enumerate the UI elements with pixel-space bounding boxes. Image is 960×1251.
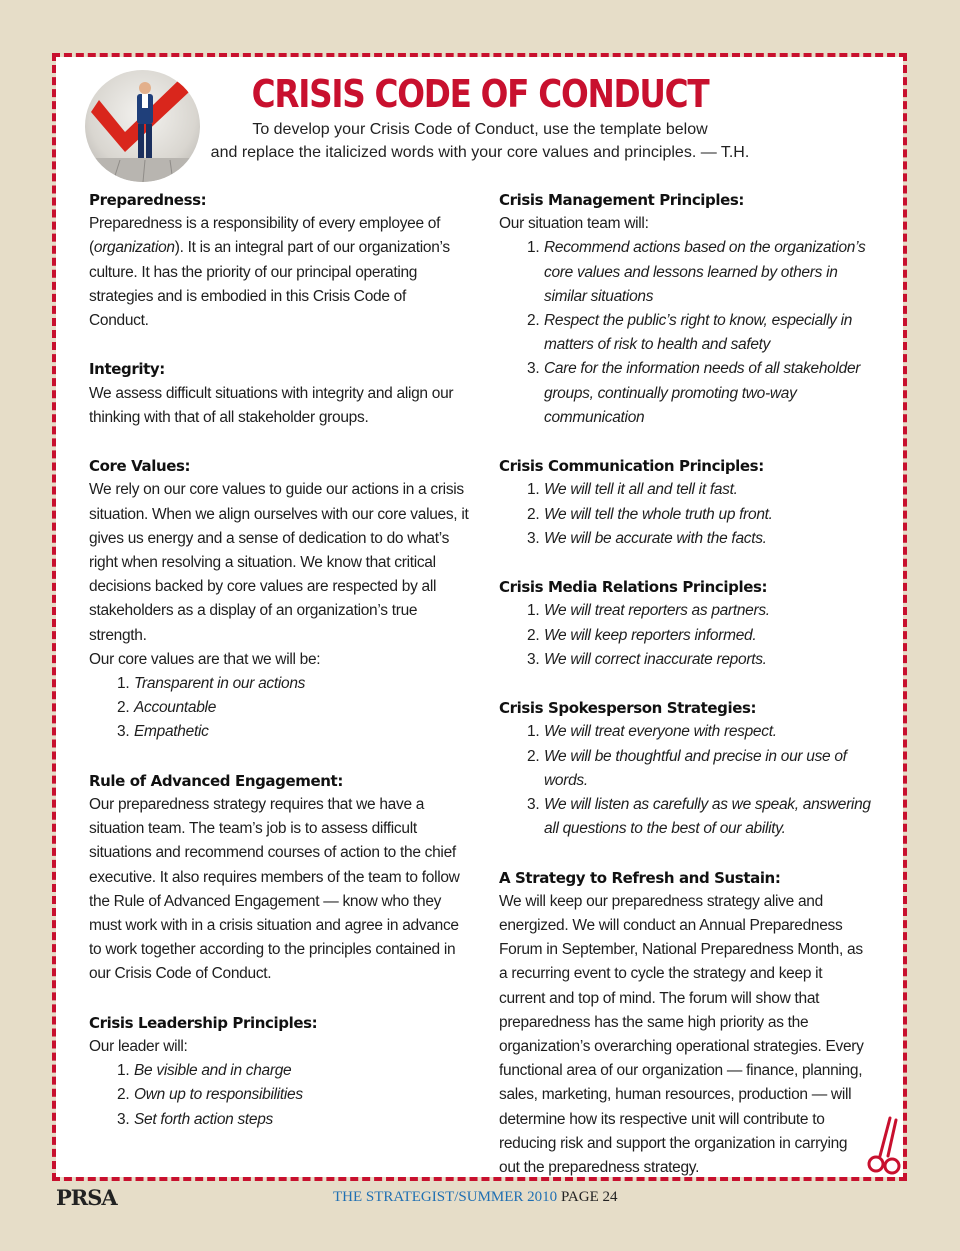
intro-line-1: To develop your Crisis Code of Conduct, use the template below <box>252 121 708 138</box>
list-item: 2. We will be thoughtful and precise in our use of words. <box>527 747 847 789</box>
list-intro: Our core values are that we will be: <box>89 650 321 668</box>
page-number: PAGE 24 <box>560 1189 618 1205</box>
section-heading: Crisis Management Principles: <box>499 191 745 209</box>
scissors-icon <box>866 1116 906 1176</box>
section-heading: A Strategy to Refresh and Sustain: <box>499 868 781 887</box>
prsa-logo: PRSA <box>56 1185 117 1210</box>
list-intro: Our situation team will: <box>499 215 649 233</box>
right-column <box>499 188 871 1204</box>
section-communication <box>499 454 871 551</box>
list-item: 3. We will listen as carefully as we speak, answering all questions to the best of our ability. <box>527 796 871 838</box>
list-item: 1. We will treat everyone with respect. <box>527 723 777 741</box>
list-item: 3. Empathetic <box>117 723 209 741</box>
spokesperson-list <box>499 720 871 841</box>
list-item: 2. We will keep reporters informed. <box>527 626 757 644</box>
left-column <box>89 188 469 1156</box>
core-values-list <box>89 672 469 745</box>
list-item: 1. Transparent in our actions <box>117 675 306 693</box>
section-heading: Crisis Communication Principles: <box>499 457 764 476</box>
list-item: 3. Set forth action steps <box>117 1110 274 1128</box>
list-item: 3. Care for the information needs of all stakeholder groups, continually promoting two-way communication <box>527 360 861 426</box>
section-leadership <box>89 1011 469 1132</box>
section-heading: Crisis Spokesperson Strategies: <box>499 699 757 718</box>
section-advanced-engagement <box>89 769 469 987</box>
section-body: We will keep our preparedness strategy alive and energized. We will conduct an Annual Preparedness Forum in September, National Preparedness Month, as a recurring event to cycle the strategy and keep it current and top of mind. The forum will show that preparedness has the same high priority as the organization’s overarching operational strategies. Every functional area of our organization — finance, planning, sales, marketing, human resources, production — will determine how its respective unit will contribute to reducing risk and support the organization in carrying out the preparedness strategy. <box>499 892 864 1177</box>
section-heading: Core Values: <box>89 457 191 476</box>
section-core-values <box>89 454 469 744</box>
page-title: CRISIS CODE OF CONDUCT <box>251 72 709 116</box>
list-item: 2. We will tell the whole truth up front. <box>527 505 773 523</box>
section-management <box>499 188 871 430</box>
list-item: 3. We will correct inaccurate reports. <box>527 650 767 668</box>
section-body: We assess difficult situations with integrity and align our thinking with that of all stakeholder groups. <box>89 384 454 426</box>
section-heading: Preparedness: <box>89 191 207 209</box>
section-heading: Crisis Media Relations Principles: <box>499 578 768 597</box>
management-list <box>499 236 871 430</box>
list-item: 1. Recommend actions based on the organization’s core values and lessons learned by others in similar situations <box>527 239 866 305</box>
media-list <box>499 599 871 672</box>
section-preparedness <box>89 188 469 333</box>
list-item: 1. Be visible and in charge <box>117 1062 292 1080</box>
footer-publication <box>333 1189 617 1206</box>
leadership-list <box>89 1059 469 1132</box>
section-integrity <box>89 357 469 430</box>
publication-name: THE STRATEGIST/SUMMER 2010 <box>333 1189 558 1205</box>
section-heading: Rule of Advanced Engagement: <box>89 771 343 790</box>
list-item: 2. Respect the public’s right to know, especially in matters of risk to health and safety <box>527 312 853 354</box>
list-item: 2. Own up to responsibilities <box>117 1086 303 1104</box>
section-refresh-sustain <box>499 866 871 1181</box>
list-item: 2. Accountable <box>117 699 217 717</box>
list-item: 1. We will tell it all and tell it fast. <box>527 481 738 499</box>
section-media-relations <box>499 575 871 672</box>
list-item: 3. We will be accurate with the facts. <box>527 529 767 547</box>
communication-list <box>499 478 871 551</box>
list-item: 1. We will treat reporters as partners. <box>527 602 770 620</box>
section-body: We rely on our core values to guide our actions in a crisis situation. When we align ourselves with our core values, it gives us energy and a sense of dedication to do what’s right when resolving a situation. We know that critical decisions backed by core values are respected by all stakeholders as a display of an organization’s true strength. <box>89 481 469 644</box>
section-body: Preparedness is a responsibility of every employee of (organization). It is an integral part of our organization’s culture. It has the priority of our principal operating strategies and is embodied in this Crisis Code of Conduct. <box>89 215 450 330</box>
section-body: Our preparedness strategy requires that we have a situation team. The team’s job is to assess difficult situations and recommend courses of action to the chief executive. It also requires members of the team to follow the Rule of Advanced Engagement — know who they must work with in a crisis situation and agree in advance to work together according to the principles contained in our Crisis Code of Conduct. <box>89 796 460 983</box>
list-intro: Our leader will: <box>89 1038 188 1056</box>
intro-text <box>200 118 760 164</box>
section-heading: Crisis Leadership Principles: <box>89 1013 318 1032</box>
section-spokesperson <box>499 696 871 841</box>
intro-line-2: and replace the italicized words with your core values and principles. — T.H. <box>210 144 750 161</box>
section-heading: Integrity: <box>89 360 165 379</box>
